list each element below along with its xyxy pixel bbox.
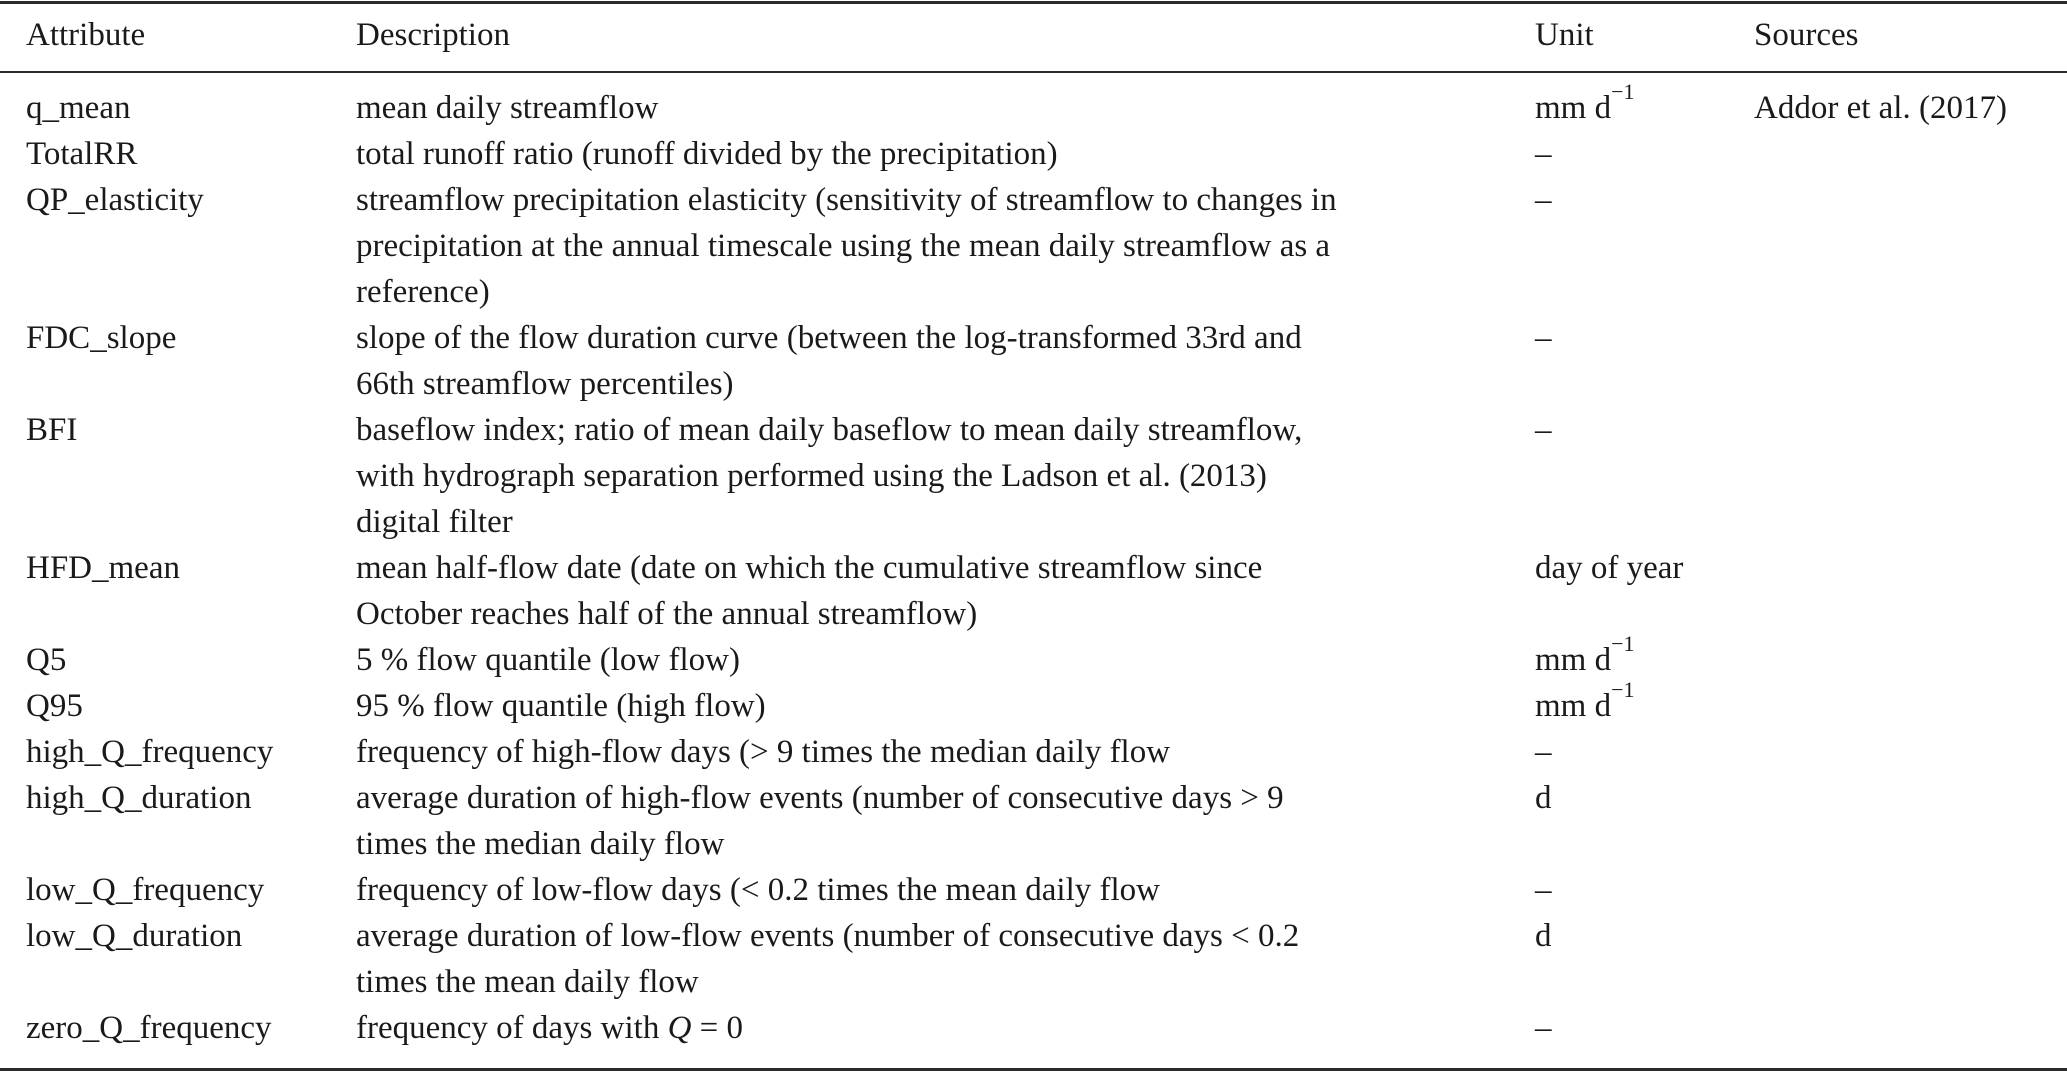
description-cell bbox=[356, 637, 1496, 683]
description-cell bbox=[356, 913, 1496, 1005]
unit-exponent: −1 bbox=[1611, 79, 1635, 104]
header-unit: Unit bbox=[1535, 17, 1594, 53]
table-row bbox=[0, 677, 2067, 729]
unit-base: day of year bbox=[1535, 550, 1684, 586]
description-line: frequency of high-flow days (> 9 times the median daily flow bbox=[356, 734, 1171, 770]
table-body bbox=[0, 79, 2067, 1051]
unit-base: – bbox=[1535, 182, 1552, 218]
attribute-cell: zero_Q_frequency bbox=[26, 1010, 272, 1046]
description-cell bbox=[356, 1005, 1496, 1051]
unit-cell bbox=[1535, 177, 1552, 223]
description-cell bbox=[356, 867, 1496, 913]
table-row bbox=[0, 913, 2067, 1005]
table-row bbox=[0, 867, 2067, 913]
table-row bbox=[0, 545, 2067, 637]
description-cell bbox=[356, 729, 1496, 775]
description-line: with hydrograph separation performed using the Ladson et al. (2013) bbox=[356, 458, 1267, 494]
table-row bbox=[0, 177, 2067, 315]
unit-cell bbox=[1535, 775, 1552, 821]
table-row bbox=[0, 775, 2067, 867]
description-cell bbox=[356, 177, 1496, 315]
attribute-cell: QP_elasticity bbox=[26, 182, 204, 218]
unit-base: – bbox=[1535, 1010, 1552, 1046]
description-line: October reaches half of the annual streamflow) bbox=[356, 596, 978, 632]
attribute-cell: high_Q_frequency bbox=[26, 734, 274, 770]
description-line: average duration of low-flow events (number of consecutive days < 0.2 bbox=[356, 918, 1300, 954]
attribute-cell: BFI bbox=[26, 412, 78, 448]
description-line: 5 % flow quantile (low flow) bbox=[356, 642, 740, 678]
description-line: precipitation at the annual timescale using the mean daily streamflow as a bbox=[356, 228, 1331, 264]
description-cell bbox=[356, 315, 1496, 407]
description-line: digital filter bbox=[356, 504, 513, 540]
header-sources: Sources bbox=[1754, 17, 1859, 53]
description-line: average duration of high-flow events (number of consecutive days > 9 bbox=[356, 780, 1284, 816]
table-bottom-rule bbox=[0, 1068, 2067, 1071]
description-cell bbox=[356, 545, 1496, 637]
unit-cell bbox=[1535, 545, 1683, 591]
unit-base: – bbox=[1535, 136, 1552, 172]
unit-base: – bbox=[1535, 872, 1552, 908]
description-line: slope of the flow duration curve (between the log-transformed 33rd and bbox=[356, 320, 1302, 356]
unit-cell bbox=[1535, 729, 1552, 775]
source-cell: Addor et al. (2017) bbox=[1754, 90, 2007, 126]
table-row bbox=[0, 729, 2067, 775]
attribute-cell: Q95 bbox=[26, 688, 83, 724]
description-line: baseflow index; ratio of mean daily baseflow to mean daily streamflow, bbox=[356, 412, 1303, 448]
description-line: 66th streamflow percentiles) bbox=[356, 366, 734, 402]
description-line: reference) bbox=[356, 274, 490, 310]
description-line: frequency of low-flow days (< 0.2 times the mean daily flow bbox=[356, 872, 1160, 908]
unit-base: – bbox=[1535, 320, 1552, 356]
description-line: mean half-flow date (date on which the cumulative streamflow since bbox=[356, 550, 1263, 586]
table-row bbox=[0, 79, 2067, 131]
description-line: total runoff ratio (runoff divided by the precipitation) bbox=[356, 136, 1058, 172]
unit-base: d bbox=[1535, 918, 1552, 954]
table-row bbox=[0, 315, 2067, 407]
description-cell bbox=[356, 683, 1496, 729]
unit-cell bbox=[1535, 315, 1552, 361]
description-line: frequency of days with Q = 0 bbox=[356, 1010, 744, 1046]
description-cell bbox=[356, 131, 1496, 177]
unit-cell bbox=[1535, 79, 1635, 131]
unit-base: mm d bbox=[1535, 688, 1612, 724]
description-cell bbox=[356, 85, 1496, 131]
description-cell bbox=[356, 407, 1496, 545]
table-row bbox=[0, 407, 2067, 545]
header-description: Description bbox=[356, 17, 510, 53]
description-cell bbox=[356, 775, 1496, 867]
description-line: 95 % flow quantile (high flow) bbox=[356, 688, 766, 724]
description-line: times the median daily flow bbox=[356, 826, 725, 862]
unit-exponent: −1 bbox=[1611, 677, 1635, 702]
table-row bbox=[0, 631, 2067, 683]
unit-cell bbox=[1535, 677, 1635, 729]
attribute-cell: low_Q_frequency bbox=[26, 872, 265, 908]
unit-base: d bbox=[1535, 780, 1552, 816]
unit-cell bbox=[1535, 1005, 1552, 1051]
unit-base: – bbox=[1535, 412, 1552, 448]
attribute-cell: TotalRR bbox=[26, 136, 138, 172]
attribute-cell: Q5 bbox=[26, 642, 67, 678]
unit-cell bbox=[1535, 407, 1552, 453]
header-attribute: Attribute bbox=[26, 17, 146, 53]
description-line: streamflow precipitation elasticity (sensitivity of streamflow to changes in bbox=[356, 182, 1337, 218]
table-header-rule bbox=[0, 71, 2067, 73]
attribute-cell: low_Q_duration bbox=[26, 918, 243, 954]
table-top-rule bbox=[0, 1, 2067, 4]
table-row bbox=[0, 1005, 2067, 1051]
unit-cell bbox=[1535, 867, 1552, 913]
unit-base: mm d bbox=[1535, 642, 1612, 678]
unit-base: mm d bbox=[1535, 90, 1612, 126]
math-symbol-q: Q bbox=[667, 1010, 692, 1046]
attribute-cell: HFD_mean bbox=[26, 550, 180, 586]
description-line: times the mean daily flow bbox=[356, 964, 699, 1000]
attribute-cell: high_Q_duration bbox=[26, 780, 252, 816]
attribute-cell: q_mean bbox=[26, 90, 131, 126]
table-row bbox=[0, 131, 2067, 177]
unit-cell bbox=[1535, 913, 1552, 959]
attribute-cell: FDC_slope bbox=[26, 320, 177, 356]
description-line: mean daily streamflow bbox=[356, 90, 659, 126]
unit-exponent: −1 bbox=[1611, 631, 1635, 656]
unit-base: – bbox=[1535, 734, 1552, 770]
unit-cell bbox=[1535, 131, 1552, 177]
